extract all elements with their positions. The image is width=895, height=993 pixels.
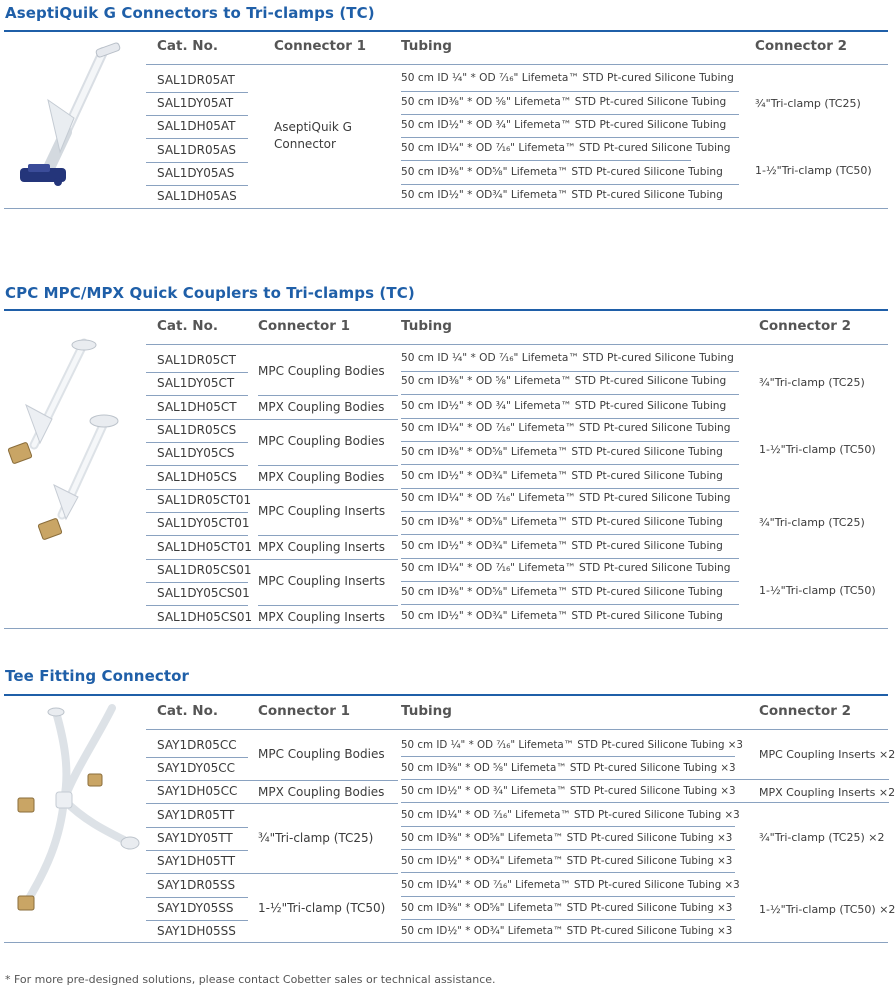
cat-no-cell: SAL1DH05CS — [157, 470, 237, 484]
tubing-cell: 50 cm ID½" * OD¾" Lifemeta™ STD Pt-cured Silicone Tubing — [401, 540, 723, 552]
row-rule — [401, 534, 739, 535]
footnote: * For more pre-designed solutions, please contact Cobetter sales or technical assistance. — [5, 973, 496, 986]
cat-no-cell: SAL1DY05CS01 — [157, 586, 250, 600]
row-rule — [401, 558, 739, 559]
row-rule — [146, 897, 248, 898]
row-rule — [401, 418, 739, 419]
header-connector2: Connector 2 — [759, 318, 852, 334]
cat-no-cell: SAL1DR05CS — [157, 423, 237, 437]
row-rule — [146, 605, 248, 606]
cat-no-cell: SAY1DR05TT — [157, 808, 235, 822]
cat-no-cell: SAL1DR05CS01 — [157, 563, 252, 577]
connector1-cell: AseptiQuik G Connector — [274, 120, 352, 151]
header-tubing: Tubing — [401, 703, 452, 719]
header-rule — [146, 729, 888, 730]
tubing-cell: 50 cm ID½" * OD¾" Lifemeta™ STD Pt-cured Silicone Tubing — [401, 189, 723, 201]
header-connector1: Connector 1 — [258, 318, 351, 334]
row-rule — [146, 559, 398, 560]
row-rule — [146, 757, 248, 758]
row-rule — [401, 488, 739, 489]
row-rule — [401, 872, 735, 873]
row-rule — [401, 91, 739, 92]
row-rule — [146, 442, 248, 443]
tubing-cell: 50 cm ID⅜" * OD⅝" Lifemeta™ STD Pt-cured Silicone Tubing — [401, 446, 723, 458]
row-rule — [401, 371, 739, 372]
tubing-cell: 50 cm ID½" * OD¾" Lifemeta™ STD Pt-cured Silicone Tubing — [401, 610, 723, 622]
row-rule — [401, 849, 735, 850]
row-rule — [401, 114, 739, 115]
connector1-cell: ¾"Tri-clamp (TC25) — [258, 831, 374, 845]
row-rule — [401, 441, 739, 442]
tubing-cell: 50 cm ID¼" * OD ⁷⁄₁₆" Lifemeta™ STD Pt-cured Silicone Tubing — [401, 492, 731, 504]
section-top-rule — [4, 694, 888, 696]
tubing-cell: 50 cm ID¼" * OD ⁷⁄₁₆" Lifemeta™ STD Pt-cured Silicone Tubing — [401, 562, 731, 574]
header-tubing: Tubing — [401, 318, 452, 334]
row-rule — [146, 372, 248, 373]
header-tubing: Tubing — [401, 38, 452, 54]
row-rule — [146, 582, 248, 583]
cat-no-cell: SAL1DH05CS01 — [157, 610, 253, 624]
connector1-cell: MPX Coupling Inserts — [258, 540, 385, 554]
section-bottom-rule — [4, 208, 888, 209]
tubing-cell: 50 cm ID¼" * OD ⁷⁄₁₆" Lifemeta™ STD Pt-cured Silicone Tubing — [401, 142, 731, 154]
row-rule — [146, 138, 248, 139]
cat-no-cell: SAY1DH05CC — [157, 784, 238, 798]
connector2-cell: MPC Coupling Inserts ×2 — [759, 748, 895, 761]
cat-no-cell: SAY1DH05SS — [157, 924, 236, 938]
tubing-cell: 50 cm ID ¼" * OD ⁷⁄₁₆" Lifemeta™ STD Pt-cured Silicone Tubing — [401, 72, 734, 84]
tubing-cell: 50 cm ID¼" * OD ⁷⁄₁₆" Lifemeta™ STD Pt-cured Silicone Tubing ×3 — [401, 879, 740, 891]
tubing-cell: 50 cm ID⅜" * OD⅝" Lifemeta™ STD Pt-cured Silicone Tubing — [401, 516, 723, 528]
header-connector1: Connector 1 — [258, 703, 351, 719]
tubing-cell: 50 cm ID ¼" * OD ⁷⁄₁₆" Lifemeta™ STD Pt-cured Silicone Tubing — [401, 352, 734, 364]
cat-no-cell: SAL1DY05CT01 — [157, 516, 250, 530]
tubing-cell: 50 cm ID⅜" * OD ⅝" Lifemeta™ STD Pt-cured Silicone Tubing — [401, 375, 727, 387]
connector2-cell: 1-½"Tri-clamp (TC50) ×2 — [759, 903, 895, 916]
section-top-rule — [4, 309, 888, 311]
tubing-cell: 50 cm ID⅜" * OD⅝" Lifemeta™ STD Pt-cured Silicone Tubing ×3 — [401, 902, 733, 914]
tubing-cell: 50 cm ID½" * OD¾" Lifemeta™ STD Pt-cured Silicone Tubing ×3 — [401, 925, 733, 937]
row-rule — [146, 850, 248, 851]
header-rule — [146, 344, 888, 345]
connector2-cell: MPX Coupling Inserts ×2 — [759, 786, 895, 799]
connector1-cell: MPC Coupling Inserts — [258, 574, 386, 588]
tubing-cell: 50 cm ID¼" * OD ⁷⁄₁₆" Lifemeta™ STD Pt-cured Silicone Tubing — [401, 422, 731, 434]
row-rule — [146, 419, 398, 420]
row-rule — [401, 919, 735, 920]
header-rule — [146, 64, 888, 65]
connector1-cell: MPC Coupling Bodies — [258, 747, 385, 761]
cat-no-cell: SAL1DR05AS — [157, 143, 237, 157]
tubing-cell: 50 cm ID¼" * OD ⁷⁄₁₆" Lifemeta™ STD Pt-cured Silicone Tubing ×3 — [401, 809, 740, 821]
cat-no-cell: SAL1DR05CT — [157, 353, 236, 367]
cat-no-cell: SAL1DR05AT — [157, 73, 235, 87]
cat-no-cell: SAL1DH05CT — [157, 400, 237, 414]
connector1-cell: MPX Coupling Inserts — [258, 610, 385, 624]
cat-no-cell: SAL1DR05CT01 — [157, 493, 252, 507]
tubing-cell: 50 cm ID⅜" * OD ⅝" Lifemeta™ STD Pt-cured Silicone Tubing — [401, 96, 727, 108]
connector2-cell: ¾"Tri-clamp (TC25) ×2 — [759, 831, 885, 844]
section-title-aseptiquik: AseptiQuik G Connectors to Tri-clamps (TC) — [5, 4, 375, 22]
row-rule — [146, 395, 248, 396]
tubing-cell: 50 cm ID⅜" * OD ⅝" Lifemeta™ STD Pt-cured Silicone Tubing ×3 — [401, 762, 736, 774]
header-connector1: Connector 1 — [274, 38, 367, 54]
cat-no-cell: SAL1DH05AT — [157, 119, 236, 133]
row-rule — [146, 873, 398, 874]
tubing-cell: 50 cm ID⅜" * OD⅝" Lifemeta™ STD Pt-cured Silicone Tubing — [401, 166, 723, 178]
cat-no-cell: SAL1DY05AS — [157, 166, 235, 180]
row-rule — [401, 756, 735, 757]
connector1-cell: MPX Coupling Bodies — [258, 470, 385, 484]
row-rule — [258, 395, 398, 396]
tubing-cell: 50 cm ID½" * OD¾" Lifemeta™ STD Pt-cured Silicone Tubing — [401, 470, 723, 482]
header-connector2: Connector 2 — [759, 703, 852, 719]
tubing-cell: 50 cm ID⅜" * OD⅝" Lifemeta™ STD Pt-cured Silicone Tubing ×3 — [401, 832, 733, 844]
row-rule — [401, 160, 691, 161]
row-rule — [146, 465, 248, 466]
row-rule — [401, 604, 739, 605]
connector1-cell: 1-½"Tri-clamp (TC50) — [258, 901, 386, 915]
row-rule — [258, 465, 398, 466]
row-rule — [401, 511, 739, 512]
cat-no-cell: SAY1DH05TT — [157, 854, 236, 868]
section-title-tee: Tee Fitting Connector — [5, 667, 190, 685]
connector2-cell: 1-½"Tri-clamp (TC50) — [759, 443, 876, 456]
row-rule — [146, 162, 248, 163]
cat-no-cell: SAL1DH05CT01 — [157, 540, 252, 554]
row-rule — [401, 464, 739, 465]
section-title-cpc: CPC MPC/MPX Quick Couplers to Tri-clamps (TC) — [5, 284, 415, 302]
row-rule — [401, 581, 739, 582]
cat-no-cell: SAL1DY05AT — [157, 96, 234, 110]
row-rule — [401, 802, 889, 803]
section-bottom-rule — [4, 628, 888, 629]
connector1-cell: MPC Coupling Bodies — [258, 364, 385, 378]
row-rule — [401, 826, 735, 827]
connector1-cell: MPC Coupling Bodies — [258, 434, 385, 448]
cat-no-cell: SAY1DY05TT — [157, 831, 233, 845]
row-rule — [401, 779, 889, 780]
cat-no-cell: SAY1DR05CC — [157, 738, 237, 752]
row-rule — [146, 92, 248, 93]
row-rule — [401, 394, 739, 395]
section-top-rule — [4, 30, 888, 32]
connector1-cell: MPX Coupling Bodies — [258, 785, 385, 799]
row-rule — [146, 115, 248, 116]
connector2-cell: ¾"Tri-clamp (TC25) — [759, 516, 865, 529]
row-rule — [146, 780, 398, 781]
tubing-cell: 50 cm ID½" * OD ¾" Lifemeta™ STD Pt-cured Silicone Tubing — [401, 400, 727, 412]
header-cat-no: Cat. No. — [157, 38, 219, 54]
tubing-cell: 50 cm ID½" * OD ¾" Lifemeta™ STD Pt-cured Silicone Tubing ×3 — [401, 785, 736, 797]
tubing-cell: 50 cm ID ¼" * OD ⁷⁄₁₆" Lifemeta™ STD Pt-cured Silicone Tubing ×3 — [401, 739, 743, 751]
row-rule — [401, 896, 735, 897]
connector2-cell: 1-½"Tri-clamp (TC50) — [755, 164, 872, 177]
cpc-coupler-assembly-illustration — [4, 335, 139, 570]
cat-no-cell: SAY1DR05SS — [157, 878, 236, 892]
connector1-cell: MPX Coupling Bodies — [258, 400, 385, 414]
connector2-cell: ¾"Tri-clamp (TC25) — [755, 97, 861, 110]
cat-no-cell: SAY1DY05SS — [157, 901, 234, 915]
row-rule — [146, 489, 398, 490]
connector2-cell: 1-½"Tri-clamp (TC50) — [759, 584, 876, 597]
header-cat-no: Cat. No. — [157, 318, 219, 334]
header-connector2: Connector 2 — [755, 38, 848, 54]
aseptiquik-assembly-illustration — [8, 40, 138, 200]
cat-no-cell: SAY1DY05CC — [157, 761, 236, 775]
row-rule — [146, 512, 248, 513]
row-rule — [401, 184, 739, 185]
row-rule — [146, 920, 248, 921]
cat-no-cell: SAL1DY05CT — [157, 376, 235, 390]
header-cat-no: Cat. No. — [157, 703, 219, 719]
row-rule — [258, 605, 398, 606]
row-rule — [146, 827, 248, 828]
row-rule — [146, 535, 248, 536]
connector1-cell: MPC Coupling Inserts — [258, 504, 386, 518]
row-rule — [401, 137, 739, 138]
row-rule — [258, 535, 398, 536]
tubing-cell: 50 cm ID½" * OD¾" Lifemeta™ STD Pt-cured Silicone Tubing ×3 — [401, 855, 733, 867]
cat-no-cell: SAL1DH05AS — [157, 189, 237, 203]
tubing-cell: 50 cm ID⅜" * OD⅝" Lifemeta™ STD Pt-cured Silicone Tubing — [401, 586, 723, 598]
cat-no-cell: SAL1DY05CS — [157, 446, 235, 460]
tee-fitting-assembly-illustration — [4, 700, 144, 935]
row-rule — [146, 803, 398, 804]
connector2-cell: ¾"Tri-clamp (TC25) — [759, 376, 865, 389]
tubing-cell: 50 cm ID½" * OD ¾" Lifemeta™ STD Pt-cured Silicone Tubing — [401, 119, 727, 131]
section-bottom-rule — [4, 942, 888, 943]
row-rule — [146, 185, 248, 186]
